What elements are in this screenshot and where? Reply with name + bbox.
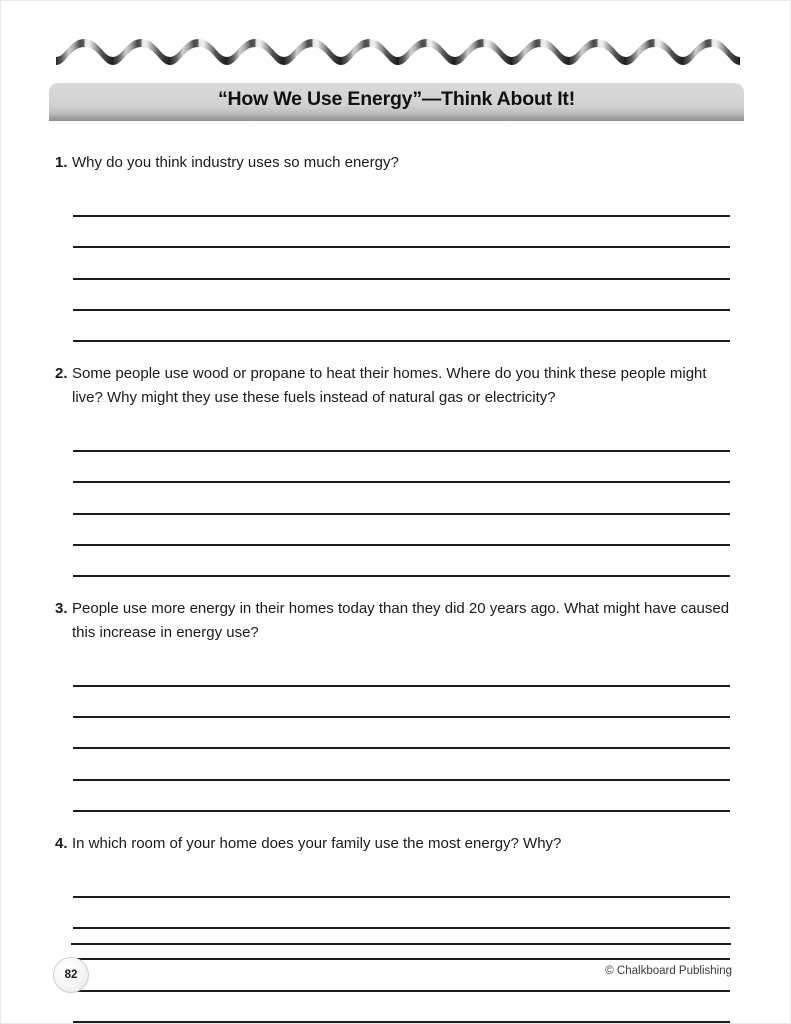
question-block: [1, 151, 791, 362]
twisted-ribbon-icon: [56, 27, 744, 69]
page-number: 82: [64, 969, 78, 981]
answer-line[interactable]: [73, 515, 730, 546]
spacer: [1, 342, 791, 362]
question-block: [1, 597, 791, 832]
spacer: [1, 812, 791, 832]
answer-line[interactable]: [73, 546, 730, 577]
answer-line[interactable]: [73, 186, 730, 217]
spacer: [1, 577, 791, 597]
answer-line[interactable]: [73, 781, 730, 812]
question-row: [1, 362, 791, 410]
question-number: 2.: [55, 364, 68, 382]
answer-line[interactable]: [73, 687, 730, 718]
answer-line[interactable]: [73, 483, 730, 514]
question-row: [1, 832, 791, 856]
page-footer: [1, 943, 791, 1003]
answer-line[interactable]: [73, 749, 730, 780]
question-row: [1, 597, 791, 645]
question-row: [1, 151, 791, 175]
question-text: Why do you think industry uses so much energy?: [72, 154, 399, 171]
page-number-badge: [53, 957, 89, 993]
answer-lines[interactable]: [1, 645, 791, 812]
answer-line[interactable]: [73, 898, 730, 929]
answer-line[interactable]: [73, 248, 730, 279]
answer-line[interactable]: [73, 452, 730, 483]
copyright-text: © Chalkboard Publishing: [605, 965, 732, 977]
question-text: Some people use wood or propane to heat their homes. Where do you think these people might live? Why might they use these fuels instead of natural gas or electricity?: [72, 364, 707, 406]
answer-line[interactable]: [73, 311, 730, 342]
page-title: “How We Use Energy”—Think About It!: [217, 88, 576, 110]
question-text: In which room of your home does your family use the most energy? Why?: [72, 834, 562, 852]
footer-divider: [71, 943, 731, 945]
question-number: 1.: [55, 154, 68, 171]
question-block: [1, 362, 791, 597]
answer-line[interactable]: [73, 280, 730, 311]
question-number: 3.: [55, 599, 68, 617]
answer-line[interactable]: [73, 867, 730, 898]
question-number: 4.: [55, 834, 68, 852]
questions-list: [1, 151, 791, 1023]
answer-lines[interactable]: [1, 410, 791, 577]
answer-line[interactable]: [73, 718, 730, 749]
question-text: People use more energy in their homes today than they did 20 years ago. What might have caused this increase in energy use?: [72, 599, 730, 641]
answer-line[interactable]: [73, 217, 730, 248]
answer-lines[interactable]: [1, 175, 791, 342]
answer-line[interactable]: [73, 656, 730, 687]
worksheet-title-bar: [49, 83, 744, 121]
answer-line[interactable]: [73, 421, 730, 452]
